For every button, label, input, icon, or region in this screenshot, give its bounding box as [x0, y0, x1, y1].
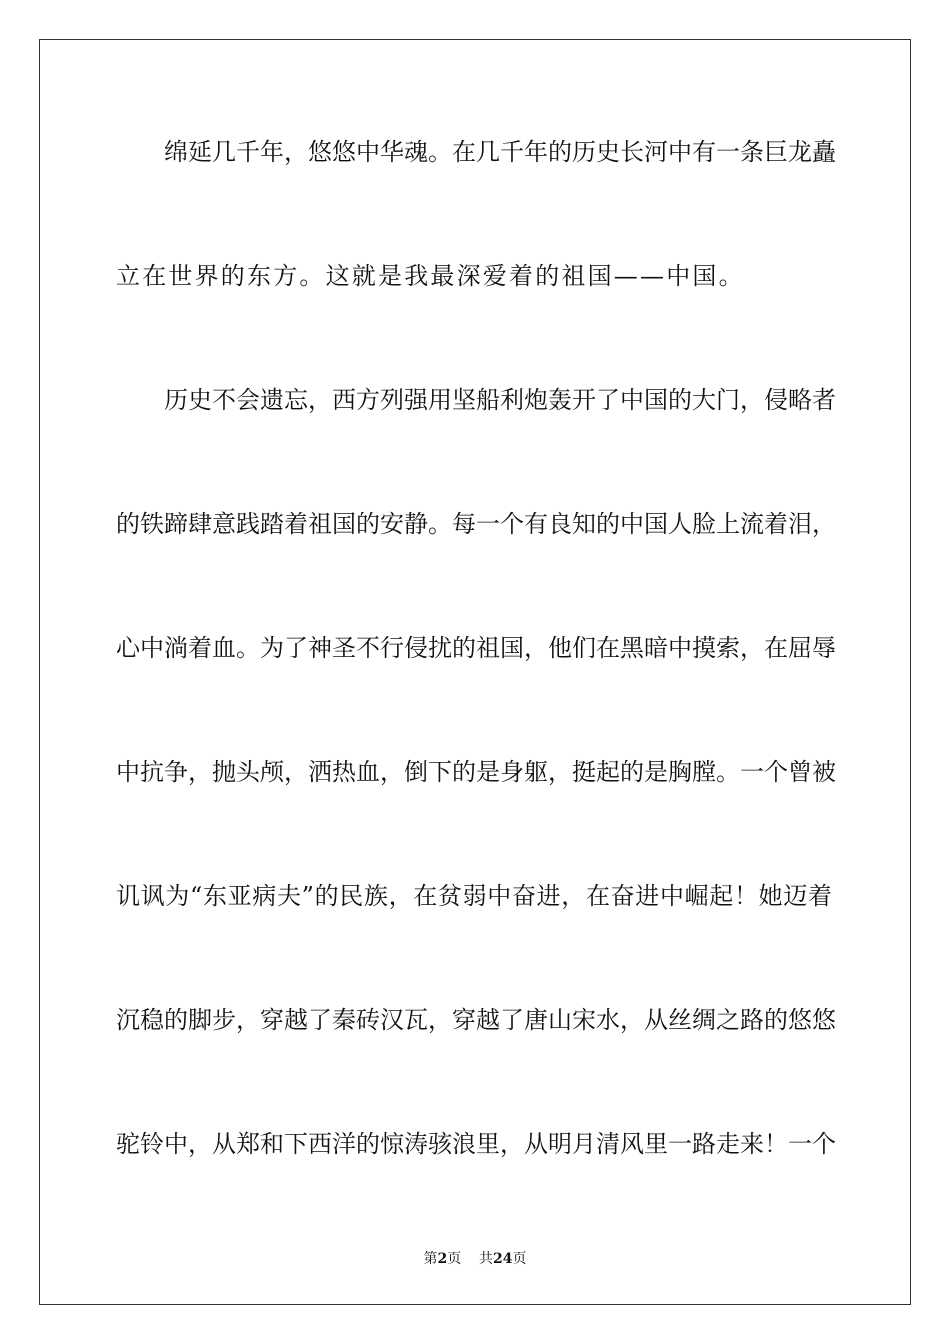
page-border	[39, 39, 911, 1305]
paragraph-1-line-2: 立在世界的东方。这就是我最深爱着的祖国——中国。	[116, 262, 745, 290]
paragraph-1-line-1: 绵延几千年，悠悠中华魂。在几千年的历史长河中有一条巨龙矗	[164, 138, 836, 166]
total-pages: 24	[493, 1251, 513, 1267]
total-prefix: 共	[479, 1251, 494, 1267]
page-number: 2	[437, 1251, 448, 1267]
paragraph-2-line-2: 的铁蹄肆意践踏着祖国的安静。每一个有良知的中国人脸上流着泪，	[116, 510, 836, 538]
paragraph-2-line-1: 历史不会遗忘，西方列强用坚船利炮轰开了中国的大门，侵略者	[164, 386, 836, 414]
page-footer	[0, 1250, 950, 1268]
paragraph-2-line-3: 心中淌着血。为了神圣不行侵扰的祖国，他们在黑暗中摸索，在屈辱	[116, 634, 836, 662]
paragraph-2-line-5: 讥讽为“东亚病夫”的民族，在贫弱中奋进，在奋进中崛起！她迈着	[116, 882, 832, 910]
total-suffix: 页	[512, 1251, 527, 1267]
page-suffix: 页	[447, 1251, 462, 1267]
paragraph-2-line-6: 沉稳的脚步，穿越了秦砖汉瓦，穿越了唐山宋水，从丝绸之路的悠悠	[116, 1006, 836, 1034]
page-prefix: 第	[423, 1251, 438, 1267]
paragraph-2-line-4: 中抗争，抛头颅，洒热血，倒下的是身躯，挺起的是胸膛。一个曾被	[116, 758, 836, 786]
paragraph-2-line-7: 驼铃中，从郑和下西洋的惊涛骇浪里，从明月清风里一路走来！一个	[116, 1130, 836, 1158]
